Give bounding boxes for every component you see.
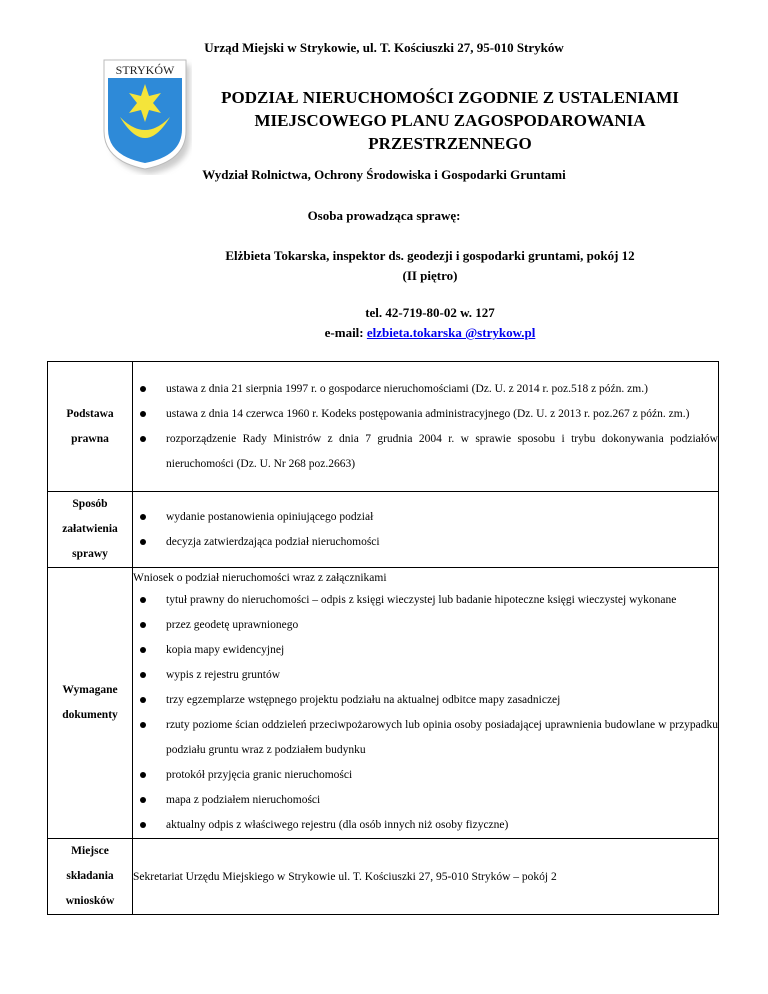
bullet-icon <box>140 772 146 778</box>
submission-place-text: Sekretariat Urzędu Miejskiego w Strykowie ul. T. Kościuszki 27, 95-010 Stryków – pokój 2 <box>133 839 719 915</box>
list-item: rozporządzenie Rady Ministrów z dnia 7 grudnia 2004 r. w sprawie sposobu i trybu dokonywania podziałów nieruchomości (Dz. U. Nr 268 poz.2663) <box>133 427 718 477</box>
list-item: przez geodetę uprawnionego <box>133 613 718 638</box>
bullet-icon <box>140 797 146 803</box>
crest-text: STRYKÓW <box>115 63 175 77</box>
bullet-icon <box>140 622 146 628</box>
bullet-icon <box>140 386 146 392</box>
table-row <box>48 362 719 492</box>
bullet-icon <box>140 597 146 603</box>
bullet-icon <box>140 436 146 442</box>
office-address-header: Urząd Miejski w Strykowie, ul. T. Kościuszki 27, 95-010 Stryków <box>204 40 564 55</box>
email-label: e-mail: <box>324 325 367 340</box>
bullet-icon <box>140 672 146 678</box>
list-item: rzuty poziome ścian oddzieleń przeciwpożarowych lub opinia osoby posiadającej uprawnienia budowlane w przypadku podziału gruntu wraz z podziałem budynku <box>133 713 718 763</box>
bullet-icon <box>140 722 146 728</box>
contact-details <box>160 303 700 343</box>
required-documents-list <box>133 588 718 838</box>
list-item: ustawa z dnia 21 sierpnia 1997 r. o gospodarce nieruchomościami (Dz. U. z 2014 r. poz.518 z późn. zm.) <box>133 377 718 402</box>
list-item: wydanie postanowienia opiniującego podział <box>133 505 718 530</box>
email-link[interactable]: elzbieta.tokarska @strykow.pl <box>366 325 536 340</box>
bullet-icon <box>140 822 146 828</box>
strykow-coat-of-arms <box>100 57 192 175</box>
bullet-icon <box>140 411 146 417</box>
handling-method-list <box>133 505 718 555</box>
bullet-icon <box>140 514 146 520</box>
bullet-icon <box>140 697 146 703</box>
department-name: Wydział Rolnictwa, Ochrony Środowiska i Gospodarki Gruntami <box>202 167 566 182</box>
list-item: aktualny odpis z właściwego rejestru (dla osób innych niż osoby fizyczne) <box>133 813 718 838</box>
row-label-handling-method: Sposób załatwienia sprawy <box>48 492 133 568</box>
bullet-icon <box>140 647 146 653</box>
contact-person-label: Osoba prowadząca sprawę: <box>307 208 461 223</box>
table-row <box>48 568 719 839</box>
procedure-info-table <box>47 361 719 915</box>
contact-person: Elżbieta Tokarska, inspektor ds. geodezji i gospodarki gruntami, pokój 12 (II piętro) <box>225 248 635 283</box>
page-title: PODZIAŁ NIERUCHOMOŚCI ZGODNIE Z USTALENIAMI MIEJSCOWEGO PLANU ZAGOSPODAROWANIA PRZESTRZENNEGO <box>221 88 679 153</box>
list-item: mapa z podziałem nieruchomości <box>133 788 718 813</box>
list-item: kopia mapy ewidencyjnej <box>133 638 718 663</box>
phone-number: tel. 42-719-80-02 w. 127 <box>365 305 495 320</box>
list-item: ustawa z dnia 14 czerwca 1960 r. Kodeks postępowania administracyjnego (Dz. U. z 2013 r. poz.267 z późn. zm.) <box>133 402 718 427</box>
list-item: wypis z rejestru gruntów <box>133 663 718 688</box>
bullet-icon <box>140 539 146 545</box>
list-item: decyzja zatwierdzająca podział nieruchomości <box>133 530 718 555</box>
list-item: trzy egzemplarze wstępnego projektu podziału na aktualnej odbitce mapy zasadniczej <box>133 688 718 713</box>
table-row <box>48 839 719 915</box>
row-label-required-documents: Wymagane dokumenty <box>48 568 133 839</box>
list-item: protokół przyjęcia granic nieruchomości <box>133 763 718 788</box>
row-label-submission-place: Miejsce składania wniosków <box>48 839 133 915</box>
list-item: tytuł prawny do nieruchomości – odpis z księgi wieczystej lub badanie hipoteczne księgi wieczystej wykonane <box>133 588 718 613</box>
row-label-legal-basis: Podstawa prawna <box>48 362 133 492</box>
table-row <box>48 492 719 568</box>
documents-intro: Wniosek o podział nieruchomości wraz z załącznikami <box>133 572 387 584</box>
legal-basis-list <box>133 377 718 477</box>
